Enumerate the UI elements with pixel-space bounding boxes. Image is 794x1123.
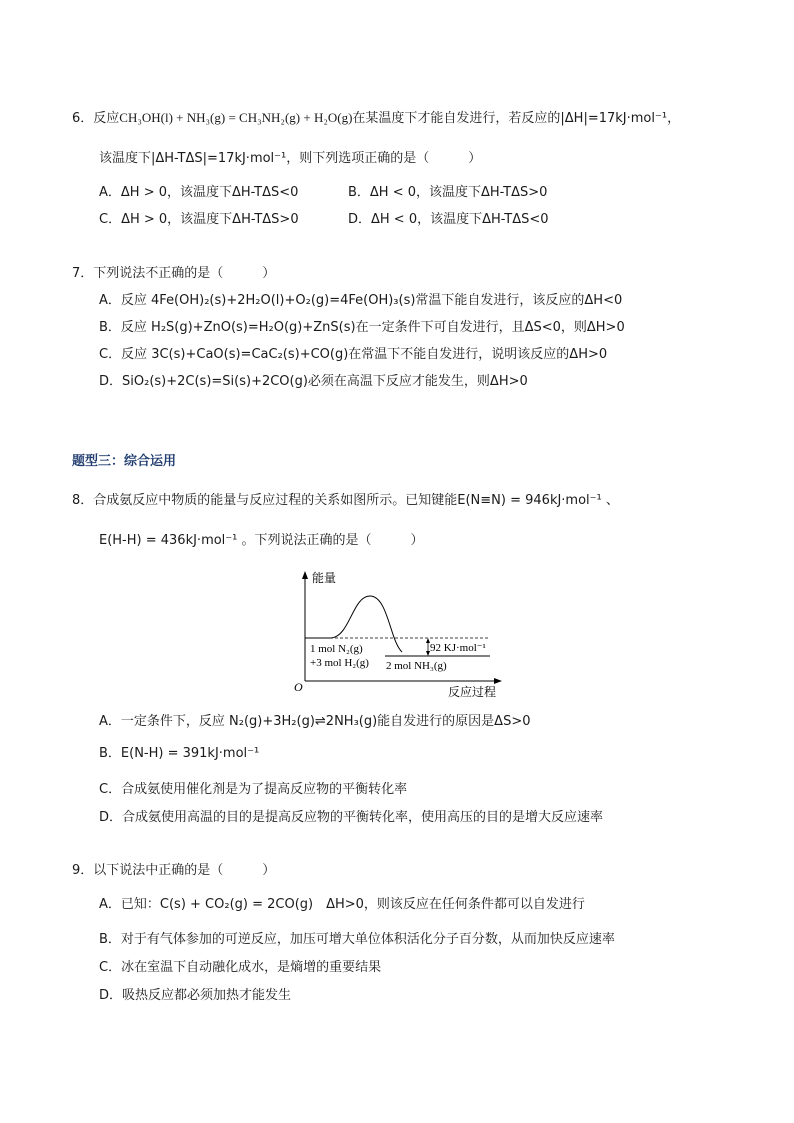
q9-option-c: C．冰在室温下自动融化成水，是熵增的重要结果: [99, 960, 382, 975]
q7-option-a: A．反应 4Fe(OH)₂(s)+2H₂O(l)+O₂(g)=4Fe(OH)₃(s)常温下能自发进行，该反应的ΔH<0: [99, 293, 623, 308]
q6-stem-line2: 该温度下|ΔH-TΔS|=17kJ·mol⁻¹，则下列选项正确的是（ ）: [99, 151, 482, 166]
q9-option-a: A．已知：C(s) + CO₂(g) = 2CO(g) ΔH>0，则该反应在任何条件都可以自发进行: [99, 897, 585, 912]
q7-option-d: D．SiO₂(s)+2C(s)=Si(s)+2CO(g)必须在高温下反应才能发生，则ΔH>0: [99, 374, 528, 389]
q8-option-d: D．合成氨使用高温的目的是提高反应物的平衡转化率，使用高压的目的是增大反应速率: [99, 810, 604, 825]
y-axis-arrow: [302, 571, 308, 579]
q6-stem-prefix: 6．反应: [72, 111, 120, 126]
section-title: 题型三：综合运用: [72, 454, 177, 469]
x-axis-label: 反应过程: [448, 685, 497, 699]
q6-option-b: B．ΔH < 0，该温度下ΔH-TΔS>0: [348, 185, 548, 200]
q6-option-d: D．ΔH < 0，该温度下ΔH-TΔS<0: [348, 212, 549, 227]
q8-option-b: B．E(N-H) = 391kJ·mol⁻¹: [99, 746, 260, 761]
q6-stem-line1: [72, 109, 680, 128]
q8-option-a: A．一定条件下，反应 N₂(g)+3H₂(g)⇌2NH₃(g)能自发进行的原因是ΔS>0: [99, 714, 531, 729]
q8-stem-line1: 8．合成氨反应中物质的能量与反应过程的关系如图所示。已知键能E(N≡N) = 946kJ·mol⁻¹ 、: [72, 493, 619, 508]
q9-stem: 9．以下说法中正确的是（ ）: [72, 863, 276, 878]
q8-stem-line2: E(H-H) = 436kJ·mol⁻¹ 。下列说法正确的是（ ）: [99, 533, 424, 548]
q7-option-c: C．反应 3C(s)+CaO(s)=CaC₂(s)+CO(g)在常温下不能自发进行，说明该反应的ΔH>0: [99, 347, 608, 362]
q9-option-b: B．对于有气体参加的可逆反应，加压可增大单位体积活化分子百分数，从而加快反应速率: [99, 932, 615, 947]
q7-stem: 7．下列说法不正确的是（ ）: [72, 266, 276, 281]
q8-option-c: C．合成氨使用催化剂是为了提高反应物的平衡转化率: [99, 782, 408, 797]
delta-label: 92 KJ·mol⁻¹: [430, 642, 486, 654]
energy-diagram: [280, 566, 510, 701]
reactants-label-2: +3 mol H₂(g): [310, 657, 369, 669]
y-axis-label: 能量: [312, 571, 337, 585]
reactants-label-1: 1 mol N₂(g): [310, 643, 363, 655]
q6-equation: CH₃OH(l) + NH₃(g) = CH₃NH₂(g) + H₂O(g): [119, 110, 353, 125]
products-label: 2 mol NH₃(g): [386, 660, 447, 672]
q6-stem-suffix: 在某温度下才能自发进行，若反应的|ΔH|=17kJ·mol⁻¹，: [352, 111, 681, 126]
q6-option-c: C．ΔH > 0，该温度下ΔH-TΔS>0: [99, 212, 299, 227]
q6-option-a: A．ΔH > 0，该温度下ΔH-TΔS<0: [99, 185, 299, 200]
q9-option-d: D．吸热反应都必须加热才能发生: [99, 988, 292, 1003]
x-axis-arrow: [494, 678, 502, 684]
q7-option-b: B．反应 H₂S(g)+ZnO(s)=H₂O(g)+ZnS(s)在一定条件下可自发进行，且ΔS<0，则ΔH>0: [99, 320, 625, 335]
origin-label: O: [294, 680, 303, 694]
